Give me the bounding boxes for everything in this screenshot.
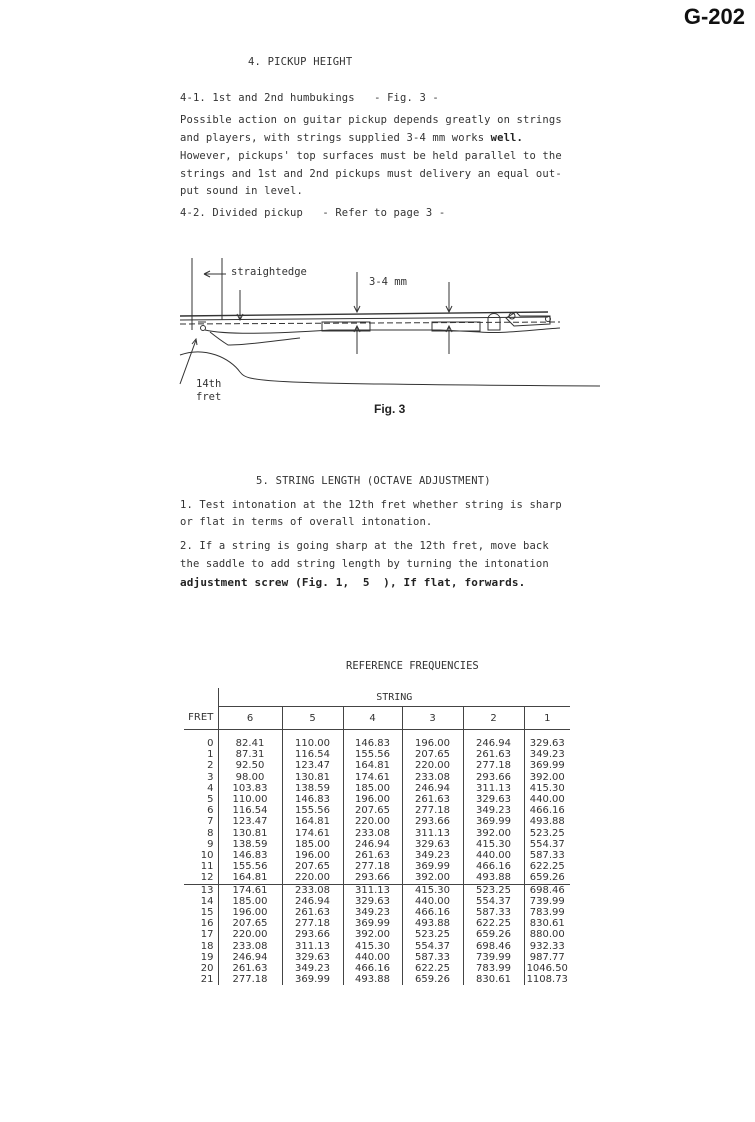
frequency-cell: 415.30 xyxy=(402,884,463,896)
frequency-cell: 1108.73 xyxy=(524,974,570,985)
frequency-cell: 311.13 xyxy=(343,884,402,896)
frequency-cell: 174.61 xyxy=(282,828,343,839)
frequency-cell: 329.63 xyxy=(463,794,524,805)
section4-para-line: However, pickups' top surfaces must be held parallel to the xyxy=(180,150,562,162)
frequency-cell: 196.00 xyxy=(343,794,402,805)
frequency-cell: 659.26 xyxy=(463,929,524,940)
frequency-cell: 164.81 xyxy=(282,816,343,827)
frequency-cell: 82.41 xyxy=(218,738,282,749)
table-row xyxy=(184,772,570,783)
fret-number: 3 xyxy=(207,771,214,783)
section5-title: 5. STRING LENGTH (OCTAVE ADJUSTMENT) xyxy=(256,475,491,487)
frequency-cell: 932.33 xyxy=(524,941,570,952)
frequency-cell: 220.00 xyxy=(218,929,282,940)
fret-number: 5 xyxy=(207,794,214,806)
frequency-cell: 277.18 xyxy=(218,974,282,985)
frequency-cell: 415.30 xyxy=(343,941,402,952)
fret-label: 14th xyxy=(196,378,222,390)
frequency-cell: 698.46 xyxy=(463,941,524,952)
frequency-cell: 196.00 xyxy=(218,907,282,918)
fret-number: 8 xyxy=(207,827,214,839)
frequency-cell: 466.16 xyxy=(463,861,524,872)
frequency-cell: 246.94 xyxy=(402,783,463,794)
frequency-cell: 739.99 xyxy=(463,952,524,963)
string-column-header: 3 xyxy=(402,707,463,730)
frequency-cell: 369.99 xyxy=(402,861,463,872)
frequency-cell: 329.63 xyxy=(524,738,570,749)
table-row xyxy=(184,974,570,985)
frequency-cell: 659.26 xyxy=(524,872,570,884)
frequency-cell: 293.66 xyxy=(282,929,343,940)
body-profile xyxy=(205,328,560,333)
table-row xyxy=(184,941,570,952)
frequency-cell: 103.83 xyxy=(218,783,282,794)
frequency-cell: 392.00 xyxy=(343,929,402,940)
fret-number: 14 xyxy=(200,895,214,907)
frequency-cell: 554.37 xyxy=(524,839,570,850)
frequency-cell: 783.99 xyxy=(524,907,570,918)
frequency-cell: 698.46 xyxy=(524,884,570,896)
fret-mark xyxy=(201,326,206,331)
fret-pointer xyxy=(180,340,196,384)
frequency-cell: 554.37 xyxy=(402,941,463,952)
frequency-cell: 123.47 xyxy=(282,760,343,771)
section5-item2-bold: adjustment screw (Fig. 1, 5 ), If flat, forwards. xyxy=(180,576,526,589)
frequency-cell: 415.30 xyxy=(463,839,524,850)
section5-item2-line: 2. If a string is going sharp at the 12th fret, move back xyxy=(180,540,549,552)
table-row xyxy=(184,805,570,816)
frequency-cell: 349.23 xyxy=(282,963,343,974)
frequency-cell: 246.94 xyxy=(343,839,402,850)
frequency-cell: 277.18 xyxy=(402,805,463,816)
frequency-cell: 293.66 xyxy=(463,772,524,783)
frequency-cell: 110.00 xyxy=(282,738,343,749)
frequency-cell: 369.99 xyxy=(343,918,402,929)
frequency-cell: 493.88 xyxy=(524,816,570,827)
frequency-cell: 622.25 xyxy=(463,918,524,929)
table-row xyxy=(184,783,570,794)
frequency-cell: 196.00 xyxy=(282,850,343,861)
fret-header: FRET xyxy=(184,707,218,730)
table-row xyxy=(184,896,570,907)
frequency-cell: 329.63 xyxy=(343,896,402,907)
frequency-cell: 155.56 xyxy=(282,805,343,816)
frequency-cell: 440.00 xyxy=(402,896,463,907)
fret-number: 19 xyxy=(200,951,214,963)
frequency-cell: 207.65 xyxy=(402,749,463,760)
frequency-cell: 369.99 xyxy=(524,760,570,771)
frequency-cell: 311.13 xyxy=(463,783,524,794)
figure-caption: Fig. 3 xyxy=(374,402,406,416)
table-row xyxy=(184,929,570,940)
table-row xyxy=(184,872,570,884)
table-title: REFERENCE FREQUENCIES xyxy=(346,660,479,672)
neck-profile xyxy=(180,352,600,386)
frequency-cell: 220.00 xyxy=(282,872,343,884)
frequency-cell: 369.99 xyxy=(282,974,343,985)
frequency-cell: 92.50 xyxy=(218,760,282,771)
fret-header-spacer xyxy=(184,688,218,707)
fret-number: 16 xyxy=(200,918,214,930)
frequency-cell: 523.25 xyxy=(463,884,524,896)
frequency-cell: 246.94 xyxy=(218,952,282,963)
string-column-header: 1 xyxy=(524,707,570,730)
section4-para-line: strings and 1st and 2nd pickups must delivery an equal out- xyxy=(180,168,562,180)
frequency-cell: 138.59 xyxy=(282,783,343,794)
section4-para-line: Possible action on guitar pickup depends greatly on strings xyxy=(180,114,562,126)
section5-item1-line: 1. Test intonation at the 12th fret whether string is sharp xyxy=(180,499,562,511)
fret-number: 6 xyxy=(207,805,214,817)
table-row xyxy=(184,816,570,827)
table-row xyxy=(184,884,570,896)
frequency-cell: 880.00 xyxy=(524,929,570,940)
frequency-cell: 185.00 xyxy=(218,896,282,907)
frequency-cell: 196.00 xyxy=(402,738,463,749)
frequency-cell: 415.30 xyxy=(524,783,570,794)
fret-number: 9 xyxy=(207,838,214,850)
section4-title: 4. PICKUP HEIGHT xyxy=(248,56,353,68)
fret-number: 0 xyxy=(207,738,214,749)
frequency-cell: 261.63 xyxy=(218,963,282,974)
table-row xyxy=(184,861,570,872)
fret-number: 18 xyxy=(200,940,214,952)
fret-number: 2 xyxy=(207,760,214,772)
frequency-cell: 110.00 xyxy=(218,794,282,805)
frequency-cell: 233.08 xyxy=(343,828,402,839)
frequency-cell: 293.66 xyxy=(343,872,402,884)
frequency-cell: 277.18 xyxy=(282,918,343,929)
table-row xyxy=(184,738,570,749)
fret-label: fret xyxy=(196,391,222,403)
frequency-cell: 174.61 xyxy=(218,884,282,896)
section4-sub2: 4-2. Divided pickup - Refer to page 3 - xyxy=(180,207,446,219)
frequency-cell: 554.37 xyxy=(463,896,524,907)
frequency-cell: 440.00 xyxy=(463,850,524,861)
fret-number: 11 xyxy=(200,861,214,873)
page-id: G-202 xyxy=(683,4,745,29)
frequency-cell: 329.63 xyxy=(282,952,343,963)
frequency-cell: 246.94 xyxy=(463,738,524,749)
fret-number: 10 xyxy=(200,850,214,862)
frequency-cell: 440.00 xyxy=(343,952,402,963)
frequency-cell: 246.94 xyxy=(282,896,343,907)
table-row xyxy=(184,794,570,805)
frequency-cell: 164.81 xyxy=(218,872,282,884)
frequency-cell: 587.33 xyxy=(463,907,524,918)
frequency-cell: 349.23 xyxy=(343,907,402,918)
frequency-cell: 98.00 xyxy=(218,772,282,783)
frequency-cell: 261.63 xyxy=(402,794,463,805)
section5-item1-line: or flat in terms of overall intonation. xyxy=(180,516,433,528)
table-row xyxy=(184,828,570,839)
frequency-cell: 659.26 xyxy=(402,974,463,985)
frequency-cell: 830.61 xyxy=(463,974,524,985)
frequency-cell: 622.25 xyxy=(402,963,463,974)
frequency-cell: 155.56 xyxy=(343,749,402,760)
frequency-cell: 466.16 xyxy=(402,907,463,918)
frequency-cell: 155.56 xyxy=(218,861,282,872)
table-row xyxy=(184,839,570,850)
frequency-cell: 523.25 xyxy=(524,828,570,839)
frequency-cell: 311.13 xyxy=(402,828,463,839)
neck-heel xyxy=(210,332,300,345)
frequency-cell: 587.33 xyxy=(524,850,570,861)
frequency-cell: 349.23 xyxy=(463,805,524,816)
frequency-cell: 233.08 xyxy=(282,884,343,896)
string-header: STRING xyxy=(218,688,570,707)
frequency-cell: 493.88 xyxy=(343,974,402,985)
frequency-cell: 329.63 xyxy=(402,839,463,850)
string-line xyxy=(180,317,548,320)
gap-label: 3-4 mm xyxy=(369,276,407,288)
frequency-cell: 293.66 xyxy=(402,816,463,827)
frequency-cell: 311.13 xyxy=(282,941,343,952)
frequency-cell: 185.00 xyxy=(282,839,343,850)
frequency-cell: 493.88 xyxy=(402,918,463,929)
frequency-cell: 349.23 xyxy=(524,749,570,760)
section4-para-line: put sound in level. xyxy=(180,185,303,197)
frequency-cell: 116.54 xyxy=(282,749,343,760)
frequency-cell: 123.47 xyxy=(218,816,282,827)
fret-number: 17 xyxy=(200,929,214,941)
fret-number: 4 xyxy=(207,782,214,794)
frequency-cell: 493.88 xyxy=(463,872,524,884)
bridge xyxy=(488,314,500,331)
frequency-cell: 369.99 xyxy=(463,816,524,827)
string-column-header: 2 xyxy=(463,707,524,730)
frequency-cell: 138.59 xyxy=(218,839,282,850)
frequency-cell: 1046.50 xyxy=(524,963,570,974)
frequency-cell: 987.77 xyxy=(524,952,570,963)
frequency-cell: 207.65 xyxy=(218,918,282,929)
frequency-cell: 739.99 xyxy=(524,896,570,907)
section4-sub1: 4-1. 1st and 2nd humbukings - Fig. 3 - xyxy=(180,92,439,104)
table-row xyxy=(184,952,570,963)
frequency-cell: 164.81 xyxy=(343,760,402,771)
straightedge-label: straightedge xyxy=(231,266,307,278)
table-row xyxy=(184,963,570,974)
table-row xyxy=(184,907,570,918)
fret-number: 20 xyxy=(200,963,214,975)
fret-number: 12 xyxy=(184,872,218,884)
frequency-cell: 130.81 xyxy=(282,772,343,783)
frequency-cell: 207.65 xyxy=(343,805,402,816)
fret-number: 13 xyxy=(200,884,214,896)
frequency-cell: 392.00 xyxy=(524,772,570,783)
frequency-cell: 440.00 xyxy=(524,794,570,805)
section5-item2-line: the saddle to add string length by turning the intonation xyxy=(180,558,549,570)
frequency-cell: 277.18 xyxy=(343,861,402,872)
string-column-header: 6 xyxy=(218,707,282,730)
frequency-cell: 174.61 xyxy=(343,772,402,783)
frequency-cell: 185.00 xyxy=(343,783,402,794)
string-column-header: 5 xyxy=(282,707,343,730)
frequency-cell: 146.83 xyxy=(343,738,402,749)
table-row xyxy=(184,850,570,861)
frequency-cell: 392.00 xyxy=(463,828,524,839)
frequency-cell: 146.83 xyxy=(282,794,343,805)
frequency-cell: 261.63 xyxy=(463,749,524,760)
frequency-cell: 466.16 xyxy=(524,805,570,816)
fret-number: 15 xyxy=(200,907,214,919)
frequency-cell: 466.16 xyxy=(343,963,402,974)
frequency-cell: 146.83 xyxy=(218,850,282,861)
table-row xyxy=(184,760,570,771)
frequency-cell: 523.25 xyxy=(402,929,463,940)
frequency-cell: 622.25 xyxy=(524,861,570,872)
fret-number: 1 xyxy=(207,749,214,761)
frequency-cell: 783.99 xyxy=(463,963,524,974)
fret-number: 21 xyxy=(200,974,214,986)
fret-number: 7 xyxy=(207,816,214,828)
frequency-cell: 277.18 xyxy=(463,760,524,771)
table-row xyxy=(184,918,570,929)
frequency-cell: 207.65 xyxy=(282,861,343,872)
frequency-cell: 830.61 xyxy=(524,918,570,929)
frequency-cell: 587.33 xyxy=(402,952,463,963)
frequency-cell: 261.63 xyxy=(282,907,343,918)
frequency-cell: 349.23 xyxy=(402,850,463,861)
reference-frequencies-table xyxy=(184,688,570,985)
frequency-cell: 116.54 xyxy=(218,805,282,816)
para-bold-text: well. xyxy=(490,132,523,144)
para-text: and players, with strings supplied 3-4 mm works xyxy=(180,132,491,144)
frequency-cell: 220.00 xyxy=(343,816,402,827)
frequency-cell: 233.08 xyxy=(402,772,463,783)
frequency-cell: 220.00 xyxy=(402,760,463,771)
table-row xyxy=(184,749,570,760)
frequency-cell: 261.63 xyxy=(343,850,402,861)
frequency-cell: 130.81 xyxy=(218,828,282,839)
frequency-cell: 233.08 xyxy=(218,941,282,952)
string-column-header: 4 xyxy=(343,707,402,730)
frequency-cell: 392.00 xyxy=(402,872,463,884)
frequency-cell: 87.31 xyxy=(218,749,282,760)
